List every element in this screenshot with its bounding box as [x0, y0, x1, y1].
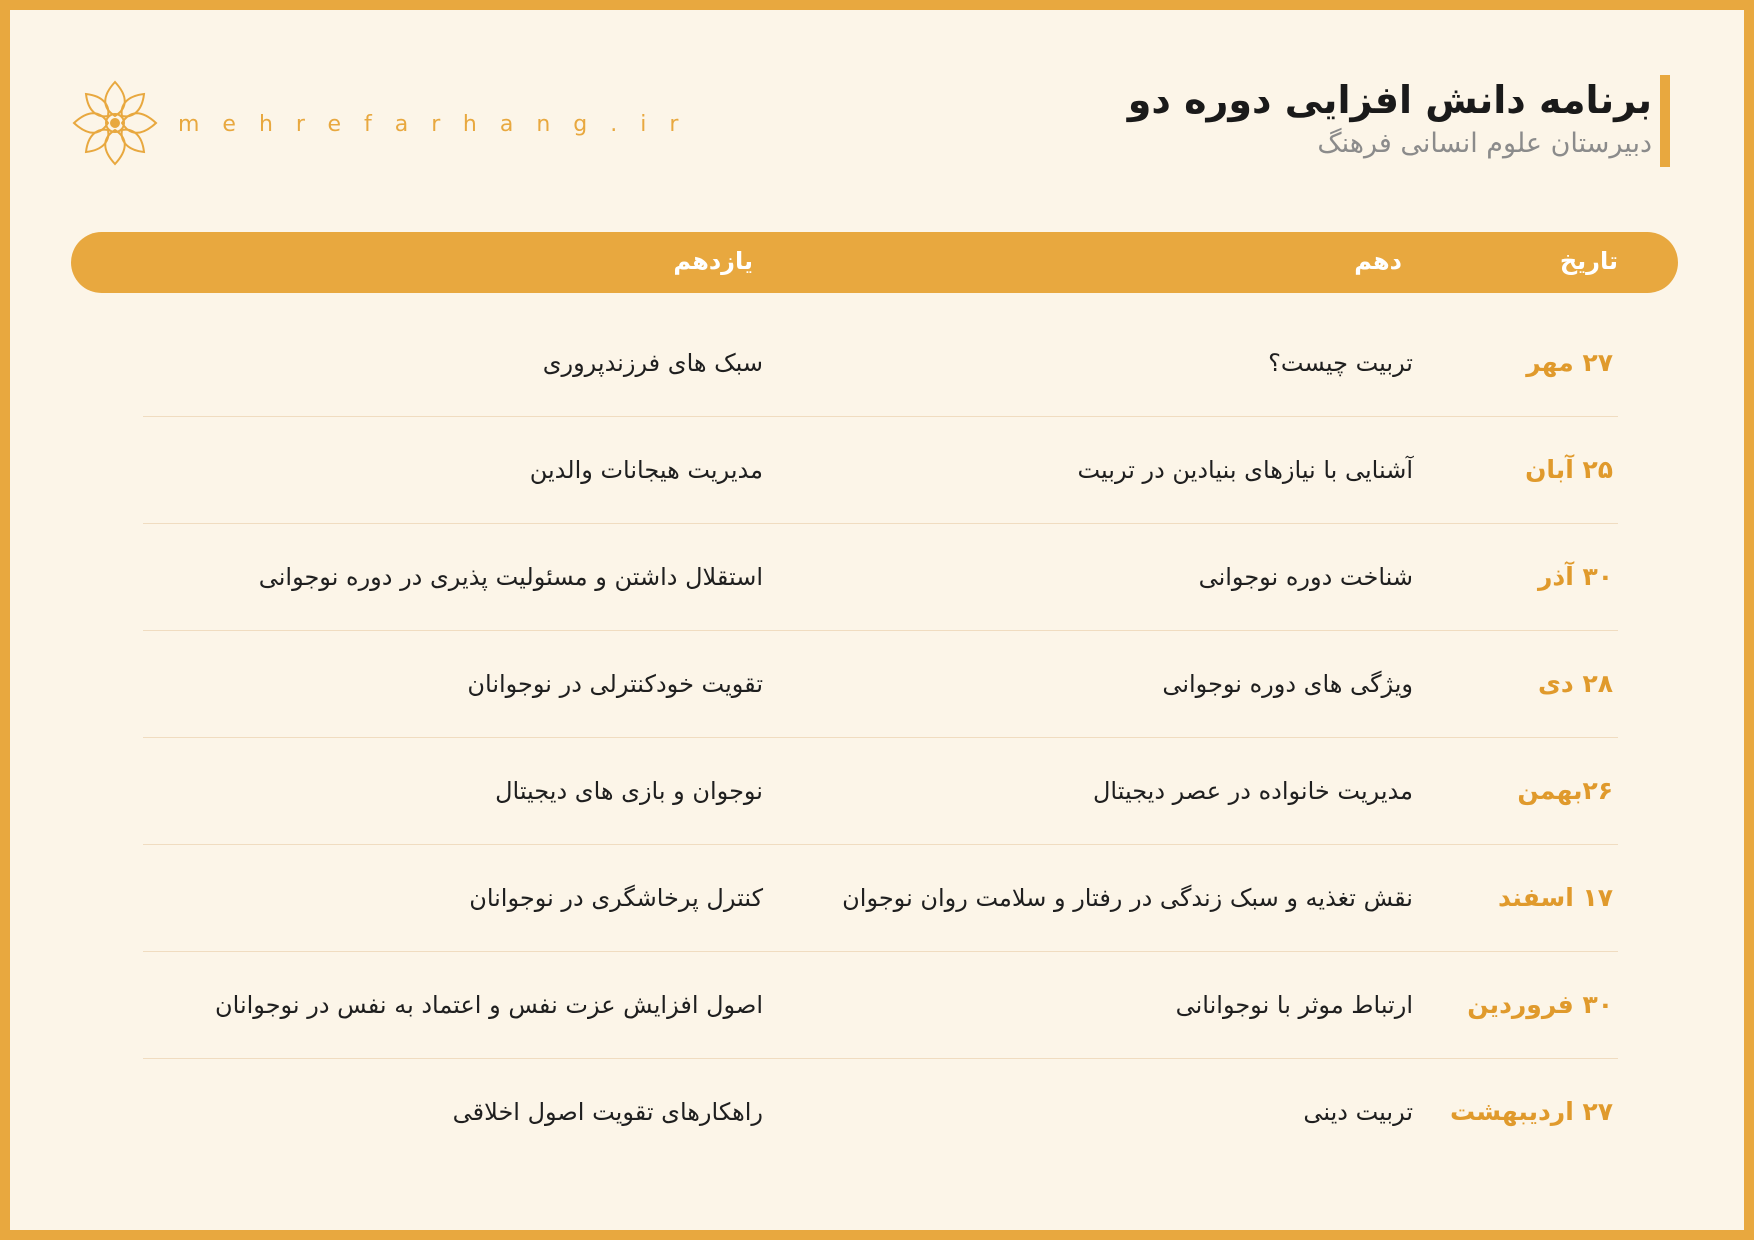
- row-grade11-topic: استقلال داشتن و مسئولیت پذیری در دوره نوجوانی: [258, 563, 763, 591]
- row-date: ۱۷ اسفند: [1497, 883, 1613, 912]
- table-row: [143, 845, 1618, 952]
- row-date: ۲۷ اردیبهشت: [1449, 1097, 1613, 1126]
- table-row: [143, 524, 1618, 631]
- site-url: mehrefarhang.ir: [178, 112, 702, 137]
- row-grade11-topic: سبک های فرزندپروری: [542, 349, 763, 377]
- row-date: ۲۸ دی: [1538, 669, 1613, 698]
- row-grade10-topic: تربیت دینی: [1303, 1098, 1413, 1126]
- row-date: ۲۷ مهر: [1526, 348, 1613, 377]
- row-grade11-topic: تقویت خودکنترلی در نوجوانان: [467, 670, 763, 698]
- row-date: ۳۰ فروردین: [1467, 990, 1613, 1019]
- row-grade11-topic: راهکارهای تقویت اصول اخلاقی: [452, 1098, 763, 1126]
- table-row: [143, 738, 1618, 845]
- table-row: [143, 631, 1618, 738]
- row-grade10-topic: ارتباط موثر با نوجوانانی: [1175, 991, 1413, 1019]
- page-subtitle: دبیرستان علوم انسانی فرهنگ: [1317, 128, 1652, 159]
- table-row: [143, 417, 1618, 524]
- row-grade11-topic: مدیریت هیجانات والدین: [529, 456, 763, 484]
- row-grade10-topic: ویژگی های دوره نوجوانی: [1162, 670, 1413, 698]
- schedule-table: [143, 310, 1618, 1165]
- row-grade10-topic: نقش تغذیه و سبک زندگی در رفتار و سلامت روان نوجوان: [842, 884, 1413, 912]
- page-title: برنامه دانش افزایی دوره دو: [1127, 78, 1652, 122]
- row-grade10-topic: شناخت دوره نوجوانی: [1198, 563, 1413, 591]
- row-grade11-topic: کنترل پرخاشگری در نوجوانان: [469, 884, 763, 912]
- row-grade10-topic: آشنایی با نیازهای بنیادین در تربیت: [1077, 456, 1413, 484]
- row-grade10-topic: تربیت چیست؟: [1268, 349, 1413, 377]
- row-date: ۲۶بهمن: [1517, 776, 1613, 805]
- table-row: [143, 1059, 1618, 1165]
- header-date: تاریخ: [1559, 247, 1618, 275]
- row-grade11-topic: اصول افزایش عزت نفس و اعتماد به نفس در نوجوانان: [215, 991, 763, 1019]
- heading: [1128, 74, 1672, 162]
- row-date: ۳۰ آذر: [1537, 562, 1613, 591]
- table-header: [71, 232, 1678, 293]
- header-grade11: یازدهم: [673, 247, 753, 275]
- row-grade11-topic: نوجوان و بازی های دیجیتال: [495, 777, 763, 805]
- lotus-ornament-icon: [70, 78, 160, 168]
- table-row: [143, 952, 1618, 1059]
- header-grade10: دهم: [1354, 247, 1402, 275]
- row-date: ۲۵ آبان: [1525, 455, 1613, 484]
- table-row: [143, 310, 1618, 417]
- row-grade10-topic: مدیریت خانواده در عصر دیجیتال: [1092, 777, 1413, 805]
- page: [10, 10, 1744, 1230]
